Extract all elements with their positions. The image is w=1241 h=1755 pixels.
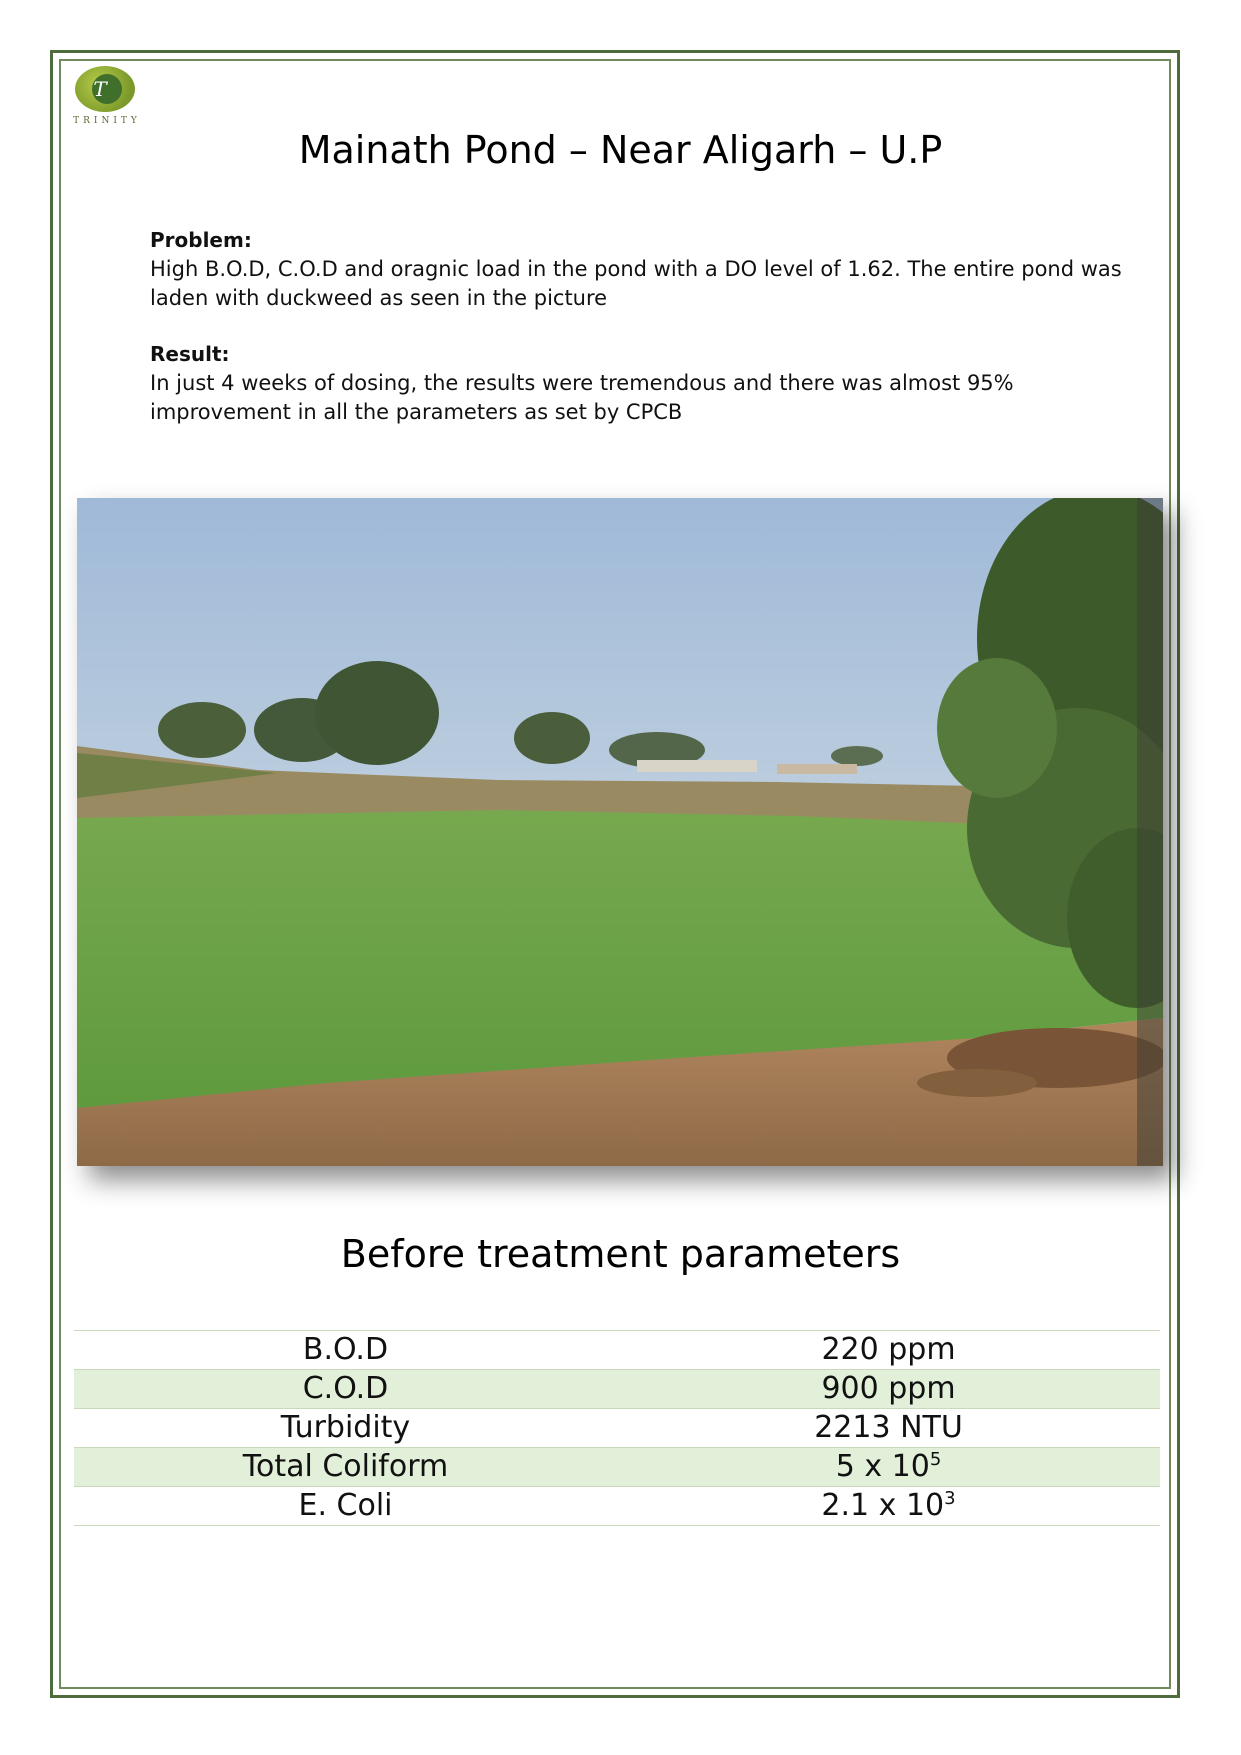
problem-section bbox=[150, 226, 1130, 313]
value-exponent: 3 bbox=[944, 1488, 956, 1509]
result-section bbox=[150, 340, 1130, 427]
table-row bbox=[74, 1409, 1160, 1448]
parameter-value: 2213 NTU bbox=[617, 1409, 1160, 1448]
parameters-table bbox=[74, 1330, 1160, 1526]
parameter-label: Total Coliform bbox=[74, 1448, 617, 1487]
logo-wordmark: TRINITY bbox=[73, 116, 141, 126]
result-text: In just 4 weeks of dosing, the results were tremendous and there was almost 95% improvement in all the parameters as set by CPCB bbox=[150, 371, 1014, 424]
parameters-title: Before treatment parameters bbox=[340, 1232, 901, 1276]
value-base: 5 x 10 bbox=[835, 1449, 930, 1484]
table-row bbox=[74, 1370, 1160, 1409]
result-heading: Result: bbox=[150, 342, 230, 366]
parameter-value: 220 ppm bbox=[617, 1331, 1160, 1370]
table-row bbox=[74, 1487, 1160, 1526]
page-title: Mainath Pond – Near Aligarh – U.P bbox=[298, 128, 943, 172]
table-row bbox=[74, 1331, 1160, 1370]
problem-heading: Problem: bbox=[150, 228, 252, 252]
trinity-logo bbox=[68, 66, 146, 128]
problem-text: High B.O.D, C.O.D and oragnic load in the pond with a DO level of 1.62. The entire pond was laden with duckweed as seen in the picture bbox=[150, 257, 1122, 310]
parameter-label: C.O.D bbox=[74, 1370, 617, 1409]
logo-letter: T bbox=[93, 77, 107, 101]
parameter-value: 900 ppm bbox=[617, 1370, 1160, 1409]
parameter-label: Turbidity bbox=[74, 1409, 617, 1448]
parameter-value bbox=[617, 1487, 1160, 1526]
value-exponent: 5 bbox=[929, 1449, 942, 1470]
parameter-label: B.O.D bbox=[74, 1331, 617, 1370]
table-row bbox=[74, 1448, 1160, 1487]
parameter-label: E. Coli bbox=[74, 1487, 617, 1526]
pond-photo bbox=[77, 498, 1163, 1166]
value-base: 2.1 x 10 bbox=[821, 1488, 945, 1523]
parameter-value bbox=[617, 1448, 1160, 1487]
